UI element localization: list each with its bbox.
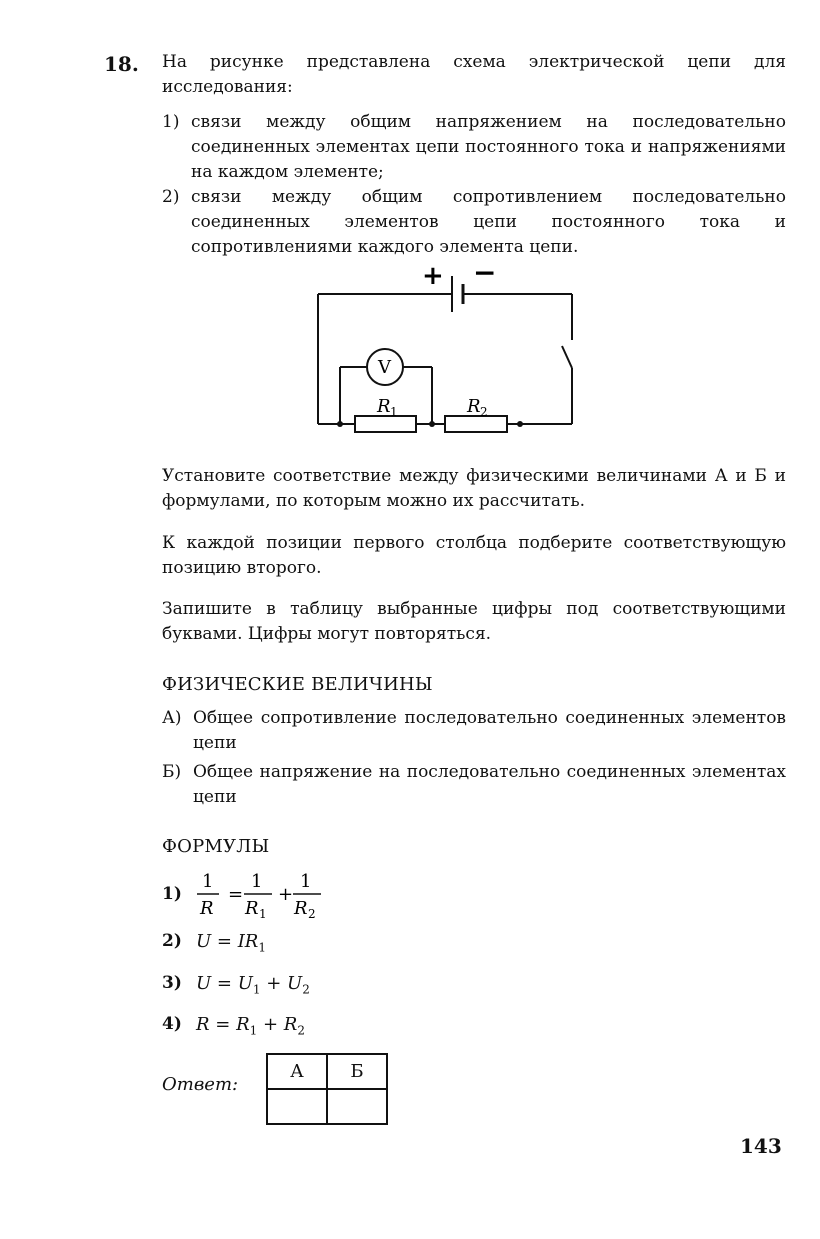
junction-dot bbox=[517, 421, 523, 427]
fraction-numerator: 1 bbox=[251, 871, 263, 892]
formula-1-fraction bbox=[194, 868, 364, 924]
r2-label: R bbox=[467, 396, 481, 417]
answer-cell-a[interactable] bbox=[267, 1089, 327, 1124]
task-item-number: 1) bbox=[162, 112, 180, 132]
task-item-1 bbox=[162, 110, 786, 185]
task-intro: На рисунке представлена схема электрической цепи для исследования: bbox=[162, 52, 786, 97]
instruction-3: Запишите в таблицу выбранные цифры под соответствующими буквами. Цифры могут повторяться. bbox=[162, 599, 786, 644]
answer-label: Ответ: bbox=[162, 1074, 239, 1095]
answer-column-b-header: Б bbox=[327, 1054, 387, 1089]
plus-sign: + bbox=[278, 884, 294, 905]
instruction-2: К каждой позиции первого столбца подберите соответствующую позицию второго. bbox=[162, 533, 786, 578]
switch-blade bbox=[562, 346, 572, 368]
r2-subscript: 2 bbox=[480, 405, 488, 419]
quantity-text: Общее напряжение на последовательно соединенных элементах цепи bbox=[193, 762, 786, 807]
formula-number: 4) bbox=[162, 1014, 182, 1034]
formula-expression: $R = R_1 + R_2$ bbox=[196, 1014, 305, 1038]
battery-plus-label: + bbox=[422, 262, 444, 291]
quantity-text: Общее сопротивление последовательно соединенных элементов цепи bbox=[193, 708, 786, 753]
fraction-numerator: 1 bbox=[300, 871, 312, 892]
formula-expression: $U = U_1 + U_2$ bbox=[196, 973, 310, 997]
subscript: 2 bbox=[308, 907, 316, 921]
formula-1 bbox=[162, 868, 402, 924]
quantities-heading: ФИЗИЧЕСКИЕ ВЕЛИЧИНЫ bbox=[162, 674, 433, 695]
answer-table bbox=[266, 1053, 388, 1125]
answer-column-a-header: А bbox=[267, 1054, 327, 1089]
formula-number: 2) bbox=[162, 931, 182, 951]
quantity-b bbox=[162, 760, 786, 810]
r1-label: R bbox=[377, 396, 391, 417]
answer-cell-b[interactable] bbox=[327, 1089, 387, 1124]
fraction-denominator: R bbox=[294, 898, 308, 919]
task-number: 18. bbox=[104, 52, 139, 76]
instruction-1: Установите соответствие между физическими величинами А и Б и формулами, по которым можно их рассчитать. bbox=[162, 466, 786, 511]
resistor-r1 bbox=[355, 416, 416, 432]
formulas-heading: ФОРМУЛЫ bbox=[162, 836, 270, 857]
junction-dot bbox=[337, 421, 343, 427]
subscript: 1 bbox=[259, 907, 267, 921]
formula-expression: $U = IR_1$ bbox=[196, 931, 266, 955]
page-number: 143 bbox=[740, 1134, 782, 1158]
equals-sign: = bbox=[228, 884, 244, 905]
voltmeter-label: V bbox=[378, 357, 391, 378]
formula-number: 1) bbox=[162, 884, 182, 904]
task-item-number: 2) bbox=[162, 187, 180, 207]
task-item-text: связи между общим напряжением на последовательно соединенных элементах цепи постоянного тока и напряжениями на каждом элементе; bbox=[191, 112, 786, 182]
quantity-a bbox=[162, 706, 786, 756]
task-item-text: связи между общим сопротивлением последовательно соединенных элементов цепи постоянного тока и сопротивлениями каждого элемента цепи. bbox=[191, 187, 786, 257]
r1-subscript: 1 bbox=[390, 405, 398, 419]
quantity-label: А) bbox=[162, 708, 182, 728]
junction-dot bbox=[429, 421, 435, 427]
task-item-2 bbox=[162, 185, 786, 260]
circuit-diagram bbox=[300, 262, 590, 442]
resistor-r2 bbox=[445, 416, 507, 432]
fraction-numerator: 1 bbox=[202, 871, 214, 892]
fraction-denominator: R bbox=[245, 898, 259, 919]
battery-minus-label: − bbox=[473, 262, 497, 289]
formula-number: 3) bbox=[162, 973, 182, 993]
quantity-label: Б) bbox=[162, 762, 182, 782]
fraction-denominator: R bbox=[200, 898, 214, 919]
